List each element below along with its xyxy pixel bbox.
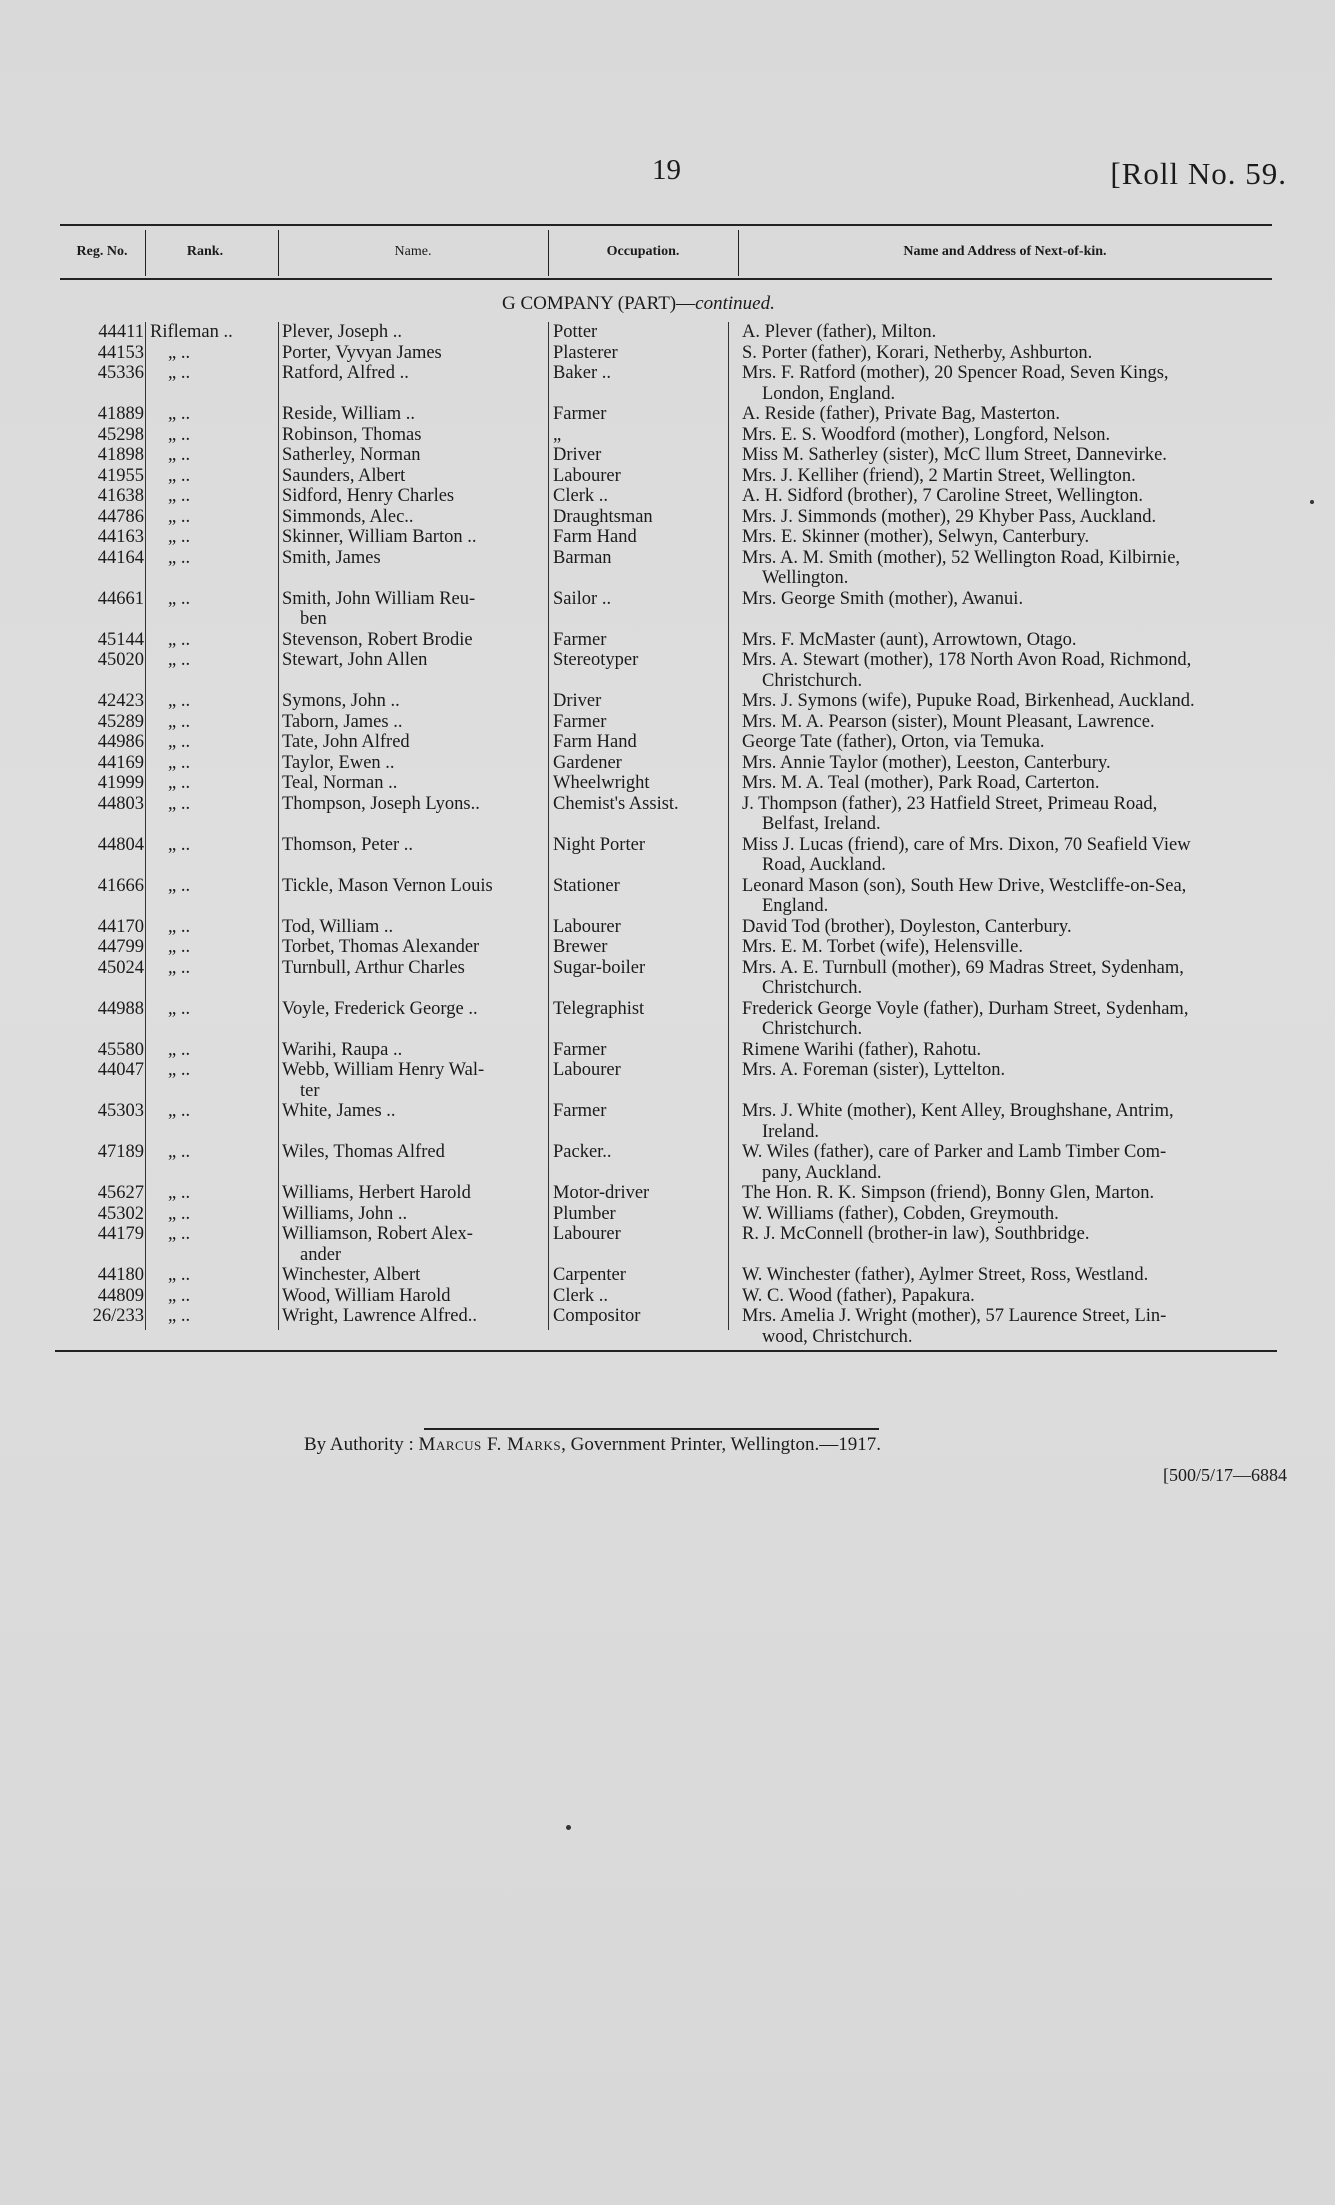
- next-of-kin: J. Thompson (father), 23 Hatfield Street, Primeau Road,: [742, 793, 1158, 814]
- occupation: Farmer: [553, 404, 607, 424]
- rank: „ ..: [168, 363, 191, 383]
- rank: „ ..: [168, 1224, 191, 1244]
- occupation: Brewer: [553, 937, 608, 957]
- occupation: Gardener: [553, 752, 622, 773]
- next-of-kin: Leonard Mason (son), South Hew Drive, Westcliffe-on-Sea,: [742, 875, 1187, 896]
- occupation: Farmer: [553, 629, 607, 650]
- reg-number: 44786: [97, 506, 144, 527]
- soldier-name: Winchester, Albert: [282, 1265, 421, 1285]
- next-of-kin: Mrs. M. A. Pearson (sister), Mount Pleasant, Lawrence.: [742, 711, 1155, 732]
- soldier-name: Simmonds, Alec..: [282, 506, 414, 527]
- soldier-name: Smith, John William Reu-: [282, 588, 476, 609]
- reg-number: 45303: [97, 1101, 144, 1121]
- next-of-kin: A. Plever (father), Milton.: [742, 322, 937, 342]
- next-of-kin: pany, Auckland.: [762, 1162, 882, 1183]
- soldier-name: Thomson, Peter ..: [282, 834, 414, 855]
- reg-number: 44047: [97, 1060, 144, 1080]
- reg-number: 45627: [97, 1183, 144, 1203]
- occupation: Barman: [553, 547, 612, 568]
- occupation: Potter: [553, 322, 598, 342]
- table-row: [60, 1142, 1272, 1183]
- rank: „ ..: [168, 506, 191, 527]
- rank: „ ..: [168, 1265, 191, 1285]
- table-row: [60, 1204, 1272, 1225]
- reg-number: 45289: [97, 711, 144, 732]
- occupation: Draughtsman: [553, 506, 653, 527]
- next-of-kin: Mrs. E. Skinner (mother), Selwyn, Canterbury.: [742, 527, 1090, 547]
- table-row: [60, 937, 1272, 958]
- occupation: Night Porter: [553, 834, 645, 855]
- rank: „ ..: [168, 445, 191, 465]
- reg-number: 44988: [97, 998, 144, 1019]
- reg-number: 44804: [97, 834, 144, 855]
- soldier-name: Saunders, Albert: [282, 465, 406, 486]
- rank: Rifleman ..: [150, 322, 233, 342]
- section-title-text: G COMPANY (PART)—: [502, 293, 696, 314]
- soldier-name: Taylor, Ewen ..: [282, 752, 395, 773]
- table-row: [60, 1040, 1272, 1061]
- reg-number: 41638: [97, 486, 144, 506]
- soldier-name: Porter, Vyvyan James: [282, 342, 442, 363]
- table-row: [60, 917, 1272, 938]
- soldier-name: Torbet, Thomas Alexander: [282, 937, 480, 957]
- soldier-name: Voyle, Frederick George ..: [282, 998, 478, 1019]
- column-header-name: Name.: [394, 244, 432, 259]
- occupation: Farm Hand: [553, 527, 637, 547]
- occupation: Baker ..: [553, 363, 612, 383]
- next-of-kin: Mrs. E. S. Woodford (mother), Longford, Nelson.: [742, 424, 1111, 445]
- table-row: [60, 773, 1272, 794]
- next-of-kin: Belfast, Ireland.: [762, 814, 881, 834]
- footer-rule: [424, 1428, 879, 1430]
- rank: „ ..: [168, 1039, 191, 1060]
- table-row: [60, 876, 1272, 917]
- rank: „ ..: [168, 1306, 191, 1326]
- occupation: Telegraphist: [553, 998, 645, 1019]
- table-row: [60, 507, 1272, 528]
- table-row: [60, 1060, 1272, 1101]
- occupation: Labourer: [553, 1060, 621, 1080]
- occupation: Farmer: [553, 1039, 607, 1060]
- table-row: [60, 322, 1272, 343]
- table-row: [60, 466, 1272, 487]
- occupation: Clerk ..: [553, 486, 608, 506]
- rank: „ ..: [168, 1142, 191, 1162]
- next-of-kin: Christchurch.: [762, 978, 863, 998]
- table-row: [60, 999, 1272, 1040]
- reg-number: 44164: [97, 547, 144, 568]
- occupation: Labourer: [553, 465, 621, 486]
- soldier-name: Warihi, Raupa ..: [282, 1039, 403, 1060]
- occupation: Compositor: [553, 1306, 641, 1326]
- next-of-kin: Frederick George Voyle (father), Durham Street, Sydenham,: [742, 998, 1189, 1019]
- next-of-kin: S. Porter (father), Korari, Netherby, Ashburton.: [742, 342, 1093, 363]
- soldier-name: ander: [300, 1244, 342, 1265]
- next-of-kin: R. J. McConnell (brother-in law), Southbridge.: [742, 1224, 1090, 1244]
- occupation: Driver: [553, 445, 602, 465]
- reg-number: 42423: [97, 691, 144, 711]
- occupation: Chemist's Assist.: [553, 793, 679, 814]
- rank: „ ..: [168, 957, 191, 978]
- reg-number: 44411: [98, 322, 144, 342]
- reg-number: 44799: [97, 937, 144, 957]
- column-header-occupation: Occupation.: [606, 244, 680, 259]
- next-of-kin: Mrs. F. Ratford (mother), 20 Spencer Road, Seven Kings,: [742, 363, 1169, 383]
- soldier-name: Williamson, Robert Alex-: [282, 1224, 473, 1244]
- occupation: Labourer: [553, 1224, 621, 1244]
- rank: „ ..: [168, 834, 191, 855]
- next-of-kin: Mrs. Annie Taylor (mother), Leeston, Canterbury.: [742, 752, 1111, 773]
- reg-number: 45336: [97, 363, 144, 383]
- table-row: [60, 1224, 1272, 1265]
- soldier-name: Wood, William Harold: [282, 1285, 451, 1306]
- table-row: [60, 404, 1272, 425]
- next-of-kin: England.: [762, 896, 829, 916]
- roll-table-body: [60, 322, 1272, 1347]
- next-of-kin: David Tod (brother), Doyleston, Canterbury.: [742, 916, 1072, 937]
- rank: „ ..: [168, 998, 191, 1019]
- next-of-kin: Mrs. A. E. Turnbull (mother), 69 Madras Street, Sydenham,: [742, 957, 1184, 978]
- next-of-kin: Miss J. Lucas (friend), care of Mrs. Dixon, 70 Seafield View: [742, 834, 1191, 855]
- next-of-kin: London, England.: [762, 383, 896, 404]
- reg-number: 45298: [97, 424, 144, 445]
- next-of-kin: W. Williams (father), Cobden, Greymouth.: [742, 1203, 1059, 1224]
- reg-number: 44153: [97, 342, 144, 363]
- rank: „ ..: [168, 547, 191, 568]
- authority-suffix: , Government Printer, Wellington.—1917.: [561, 1434, 881, 1455]
- reg-number: 44163: [97, 527, 144, 547]
- next-of-kin: Christchurch.: [762, 670, 863, 691]
- table-row: [60, 691, 1272, 712]
- rank: „ ..: [168, 527, 191, 547]
- table-row: [60, 343, 1272, 364]
- next-of-kin: A. Reside (father), Private Bag, Masterton.: [742, 404, 1061, 424]
- table-row: [60, 630, 1272, 651]
- reg-number: 44180: [97, 1265, 144, 1285]
- print-imprint: [500/5/17—6884: [1163, 1465, 1287, 1485]
- next-of-kin: W. Wiles (father), care of Parker and Lamb Timber Com-: [742, 1142, 1167, 1162]
- soldier-name: Thompson, Joseph Lyons..: [282, 793, 480, 814]
- soldier-name: Turnbull, Arthur Charles: [282, 957, 465, 978]
- soldier-name: Skinner, William Barton ..: [282, 527, 477, 547]
- reg-number: 45020: [97, 650, 144, 670]
- rank: „ ..: [168, 752, 191, 773]
- print-speck: [1310, 500, 1314, 504]
- soldier-name: Plever, Joseph ..: [282, 322, 403, 342]
- rank: „ ..: [168, 588, 191, 609]
- reg-number: 44170: [97, 916, 144, 937]
- authority-prefix: By Authority :: [304, 1434, 414, 1455]
- rank: „ ..: [168, 711, 191, 732]
- next-of-kin: Mrs. J. Symons (wife), Pupuke Road, Birkenhead, Auckland.: [742, 691, 1195, 711]
- next-of-kin: W. Winchester (father), Aylmer Street, Ross, Westland.: [742, 1265, 1149, 1285]
- page-number: 19: [652, 154, 681, 186]
- table-row: [60, 1265, 1272, 1286]
- soldier-name: Sidford, Henry Charles: [282, 486, 455, 506]
- soldier-name: Taborn, James ..: [282, 711, 403, 732]
- next-of-kin: W. C. Wood (father), Papakura.: [742, 1285, 975, 1306]
- rank: „ ..: [168, 916, 191, 937]
- soldier-name: Stewart, John Allen: [282, 650, 428, 670]
- soldier-name: Stevenson, Robert Brodie: [282, 629, 473, 650]
- reg-number: 41999: [97, 773, 144, 793]
- next-of-kin: Wellington.: [762, 568, 849, 588]
- table-row: [60, 527, 1272, 548]
- reg-number: 41666: [97, 875, 144, 896]
- next-of-kin: Mrs. A. Foreman (sister), Lyttelton.: [742, 1060, 1006, 1080]
- rank: „ ..: [168, 773, 191, 793]
- soldier-name: Teal, Norman ..: [282, 773, 398, 793]
- table-row: [60, 835, 1272, 876]
- table-row: [60, 589, 1272, 630]
- table-row: [60, 958, 1272, 999]
- table-header: [60, 224, 1272, 280]
- next-of-kin: Ireland.: [762, 1121, 820, 1142]
- soldier-name: Tate, John Alfred: [282, 732, 410, 752]
- occupation: Stereotyper: [553, 650, 639, 670]
- soldier-name: Ratford, Alfred ..: [282, 363, 409, 383]
- roll-number: [Roll No. 59.: [1110, 156, 1287, 191]
- table-row: [60, 1101, 1272, 1142]
- rank: „ ..: [168, 629, 191, 650]
- rank: „ ..: [168, 486, 191, 506]
- soldier-name: Smith, James: [282, 547, 381, 568]
- column-header-rank: Rank.: [186, 244, 224, 259]
- next-of-kin: Christchurch.: [762, 1019, 863, 1039]
- next-of-kin: A. H. Sidford (brother), 7 Caroline Street, Wellington.: [742, 486, 1143, 506]
- reg-number: 41955: [97, 465, 144, 486]
- soldier-name: Robinson, Thomas: [282, 424, 422, 445]
- reg-number: 45580: [97, 1039, 144, 1060]
- table-row: [60, 425, 1272, 446]
- soldier-name: Wiles, Thomas Alfred: [282, 1142, 445, 1162]
- rank: „ ..: [168, 342, 191, 363]
- soldier-name: Williams, Herbert Harold: [282, 1183, 471, 1203]
- table-row: [60, 732, 1272, 753]
- soldier-name: Tickle, Mason Vernon Louis: [282, 875, 493, 896]
- soldier-name: Satherley, Norman: [282, 445, 421, 465]
- next-of-kin: wood, Christchurch.: [762, 1326, 913, 1347]
- next-of-kin: Mrs. E. M. Torbet (wife), Helensville.: [742, 937, 1023, 957]
- occupation: Farmer: [553, 711, 607, 732]
- occupation: Farm Hand: [553, 732, 637, 752]
- reg-number: 41898: [97, 445, 144, 465]
- table-row: [60, 712, 1272, 733]
- reg-number: 44179: [97, 1224, 144, 1244]
- table-row: [60, 753, 1272, 774]
- next-of-kin: Mrs. Amelia J. Wright (mother), 57 Laurence Street, Lin-: [742, 1306, 1167, 1326]
- table-row: [60, 1183, 1272, 1204]
- soldier-name: Symons, John ..: [282, 691, 400, 711]
- occupation: Carpenter: [553, 1265, 626, 1285]
- next-of-kin: Mrs. M. A. Teal (mother), Park Road, Carterton.: [742, 773, 1100, 793]
- soldier-name: Reside, William ..: [282, 404, 416, 424]
- table-row: [60, 794, 1272, 835]
- soldier-name: Tod, William ..: [282, 916, 394, 937]
- next-of-kin: Mrs. J. Simmonds (mother), 29 Khyber Pass, Auckland.: [742, 506, 1157, 527]
- soldier-name: Williams, John ..: [282, 1203, 408, 1224]
- next-of-kin: Mrs. George Smith (mother), Awanui.: [742, 588, 1024, 609]
- rank: „ ..: [168, 465, 191, 486]
- occupation: Plasterer: [553, 342, 618, 363]
- next-of-kin: Mrs. A. M. Smith (mother), 52 Wellington Road, Kilbirnie,: [742, 547, 1181, 568]
- table-bottom-rule: [55, 1350, 1277, 1352]
- rank: „ ..: [168, 650, 191, 670]
- next-of-kin: Mrs. J. Kelliher (friend), 2 Martin Street, Wellington.: [742, 465, 1136, 486]
- reg-number: 44809: [97, 1285, 144, 1306]
- occupation: Wheelwright: [553, 773, 650, 793]
- table-row: [60, 445, 1272, 466]
- next-of-kin: Mrs. F. McMaster (aunt), Arrowtown, Otago.: [742, 629, 1077, 650]
- soldier-name: ben: [300, 609, 327, 629]
- reg-number: 44661: [97, 588, 144, 609]
- rank: „ ..: [168, 732, 191, 752]
- reg-number: 26/233: [92, 1306, 144, 1326]
- occupation: Farmer: [553, 1101, 607, 1121]
- next-of-kin: Mrs. A. Stewart (mother), 178 North Avon Road, Richmond,: [742, 650, 1192, 670]
- table-row: [60, 650, 1272, 691]
- reg-number: 47189: [97, 1142, 144, 1162]
- next-of-kin: Mrs. J. White (mother), Kent Alley, Broughshane, Antrim,: [742, 1101, 1174, 1121]
- next-of-kin: Road, Auckland.: [762, 855, 886, 875]
- column-header-reg: Reg. No.: [76, 244, 128, 259]
- table-row: [60, 548, 1272, 589]
- table-row: [60, 1286, 1272, 1307]
- rank: „ ..: [168, 1060, 191, 1080]
- reg-number: 44986: [97, 732, 144, 752]
- rank: „ ..: [168, 1183, 191, 1203]
- table-row: [60, 486, 1272, 507]
- rank: „ ..: [168, 875, 191, 896]
- column-header-next-of-kin: Name and Address of Next-of-kin.: [903, 244, 1107, 259]
- section-title: [502, 293, 775, 315]
- reg-number: 44169: [97, 752, 144, 773]
- occupation: Clerk ..: [553, 1285, 608, 1306]
- rank: „ ..: [168, 1285, 191, 1306]
- authority-line: [304, 1434, 881, 1456]
- rank: „ ..: [168, 691, 191, 711]
- occupation: Motor-driver: [553, 1183, 650, 1203]
- next-of-kin: Miss M. Satherley (sister), McC llum Street, Dannevirke.: [742, 445, 1167, 465]
- next-of-kin: Rimene Warihi (father), Rahotu.: [742, 1039, 982, 1060]
- occupation: Packer..: [553, 1142, 612, 1162]
- reg-number: 45144: [97, 629, 144, 650]
- soldier-name: ter: [300, 1080, 320, 1101]
- reg-number: 45302: [97, 1203, 144, 1224]
- occupation: Sailor ..: [553, 588, 612, 609]
- occupation: Driver: [553, 691, 602, 711]
- print-speck: [566, 1825, 571, 1830]
- table-row: [60, 1306, 1272, 1347]
- table-row: [60, 363, 1272, 404]
- reg-number: 44803: [97, 793, 144, 814]
- rank: „ ..: [168, 1101, 191, 1121]
- rank: „ ..: [168, 424, 191, 445]
- soldier-name: White, James ..: [282, 1101, 396, 1121]
- reg-number: 45024: [97, 957, 144, 978]
- rank: „ ..: [168, 404, 191, 424]
- reg-number: 41889: [97, 404, 144, 424]
- printer-name: Marcus F. Marks: [418, 1434, 562, 1455]
- rank: „ ..: [168, 793, 191, 814]
- occupation: „: [553, 424, 562, 445]
- occupation: Sugar-boiler: [553, 957, 646, 978]
- section-title-suffix: continued.: [695, 293, 775, 314]
- soldier-name: Webb, William Henry Wal-: [282, 1060, 485, 1080]
- soldier-name: Wright, Lawrence Alfred..: [282, 1306, 477, 1326]
- next-of-kin: George Tate (father), Orton, via Temuka.: [742, 732, 1045, 752]
- rank: „ ..: [168, 1203, 191, 1224]
- occupation: Labourer: [553, 916, 621, 937]
- next-of-kin: The Hon. R. K. Simpson (friend), Bonny Glen, Marton.: [742, 1183, 1155, 1203]
- rank: „ ..: [168, 937, 191, 957]
- occupation: Plumber: [553, 1203, 616, 1224]
- occupation: Stationer: [553, 875, 620, 896]
